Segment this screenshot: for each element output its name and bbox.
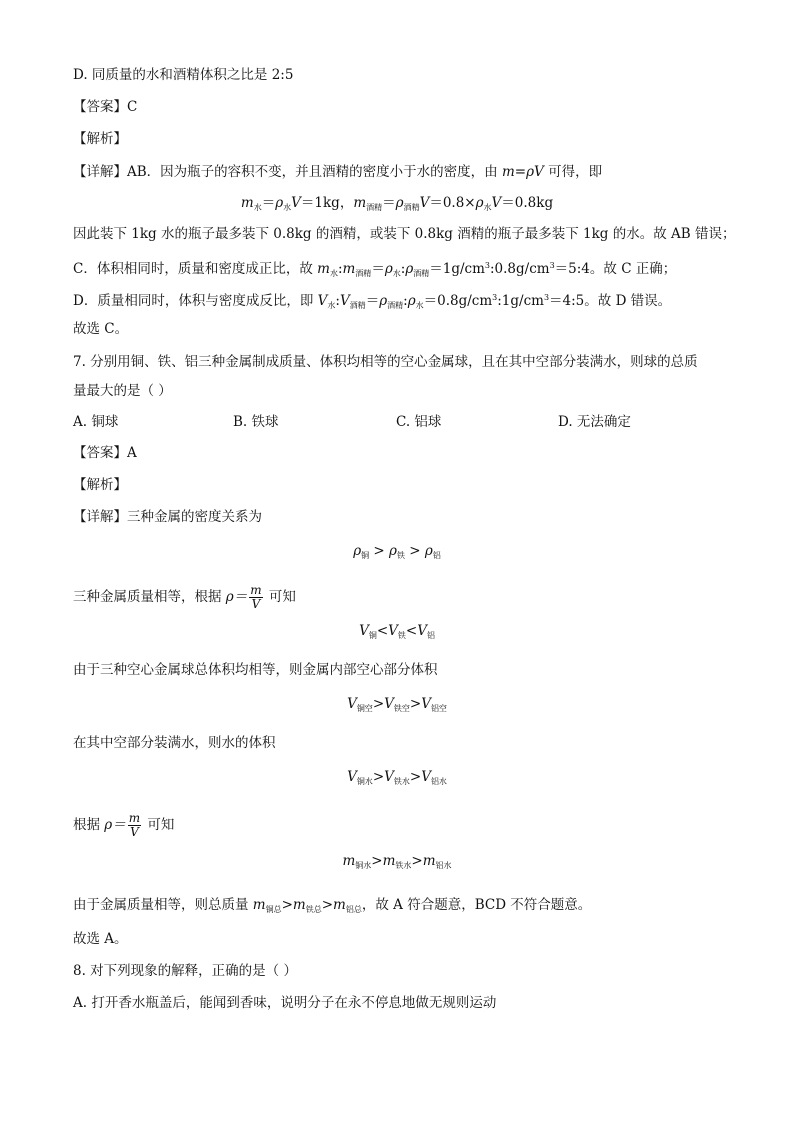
option-a: A. 铜球 <box>73 414 119 430</box>
water-mass-relation: $m_{铜水}>m_{铁水}>m_{铝水}$ <box>342 853 452 870</box>
water-volume-relation: $V_{铜水}>V_{铁水}>V_{铝水}$ <box>347 769 447 786</box>
analysis-label: 【解析】 <box>73 131 127 147</box>
conclusion-c: 故选 C。 <box>73 321 129 337</box>
answer-label: 【答案】C <box>73 99 138 115</box>
option-b: B. 铁球 <box>233 414 279 430</box>
analysis-label-7: 【解析】 <box>73 477 127 493</box>
equation-mass: $m_水=\rho_水V=1kg$，$m_{酒精}=\rho_{酒精}V=0.8\times\rho_水V=0.8kg$ <box>240 195 554 212</box>
option-d: D. 无法确定 <box>558 414 631 430</box>
detail-ab-cont: 因此装下 1kg 水的瓶子最多装下 0.8kg 的酒精，或装下 0.8kg 酒精的瓶子最多装下 1kg 的水。故 AB 错误； <box>73 226 736 242</box>
detail-d: D．质量相同时，体积与密度成反比，即 $V_水:V_{酒精}=\rho_{酒精}:\rho_水=0.8g/cm^3:1g/cm^3=4:5$。故 D 错误。 <box>73 293 672 310</box>
option-d-prev: D. 同质量的水和酒精体积之比是 2:5 <box>73 67 294 83</box>
question-8: 8. 对下列现象的解释，正确的是（ ） <box>73 963 297 979</box>
density-fraction: $\frac{m}{V}$ <box>128 811 141 839</box>
density-fraction: $\frac{m}{V}$ <box>250 583 262 611</box>
question-8-option-a: A. 打开香水瓶盖后，能闻到香味，说明分子在永不停息地做无规则运动 <box>73 995 497 1011</box>
hollow-volume-relation: $V_{铜空}>V_{铁空}>V_{铝空}$ <box>347 696 447 713</box>
detail-c: C．体积相同时，质量和密度成正比，故 $m_水:m_{酒精}=\rho_水:\rho_{酒精}=1g/cm^3:0.8g/cm^3=5:4$。故 C 正确； <box>73 261 677 278</box>
detail-7-mass: 三种金属质量相等，根据 ρ＝ $\frac{m}{V}$ 可知 <box>73 583 296 611</box>
conclusion-a: 故选 A。 <box>73 931 128 947</box>
detail-ab: 【详解】AB．因为瓶子的容积不变，并且酒精的密度小于水的密度，由 m=ρV 可得，即 <box>73 164 603 180</box>
detail-7-intro: 【详解】三种金属的密度关系为 <box>73 509 262 525</box>
density-relation: $\rho_铜 > \rho_铁 > \rho_铝$ <box>353 543 441 560</box>
detail-7-total: 由于金属质量相等，则总质量 $m_{铜总}>m_{铁总}>m_{铝总}$，故 A 符合题意，BCD 不符合题意。 <box>73 897 592 914</box>
question-7-line1: 7. 分别用铜、铁、铝三种金属制成质量、体积均相等的空心金属球，且在其中空部分装满水，则球的总质 <box>73 354 698 370</box>
detail-7-water: 在其中空部分装满水，则水的体积 <box>73 735 276 751</box>
option-c: C. 铝球 <box>396 414 442 430</box>
detail-7-rho: 根据 ρ＝ $\frac{m}{V}$ 可知 <box>73 811 175 839</box>
question-7-line2: 量最大的是（ ） <box>73 383 172 399</box>
volume-relation: $V_铜<V_铁<V_铝$ <box>359 623 435 640</box>
detail-7-hollow: 由于三种空心金属球总体积均相等，则金属内部空心部分体积 <box>73 662 438 678</box>
answer-label-7: 【答案】A <box>73 445 137 461</box>
